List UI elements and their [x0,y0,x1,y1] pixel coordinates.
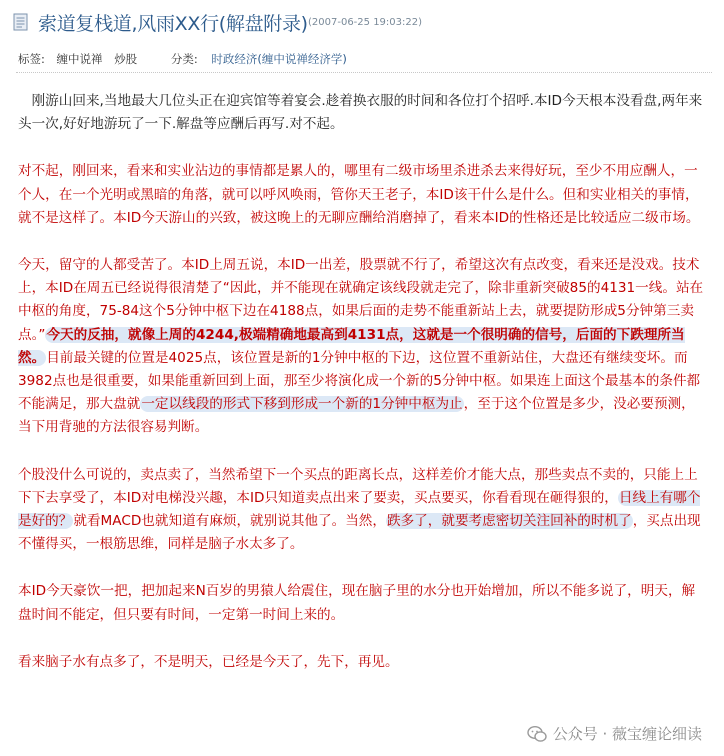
text-run: 今天，留守的人都受苦了。本ID上周五说，本ID一出差，股票就不行了，希望这次有点改变，看来还是没戏。技术上，本ID在周五已经说得很清楚了“因此，并不能现在就确定该线段就走完了，除非重新突破85的4131一线。站在中枢的角度，75-84这个5分钟中枢下边在4188点，如果后面的走势不能重新站上去，就要提防形成5分钟第三卖点。” [18,257,704,343]
paragraph: 看来脑子水有点多了，不是明天，已经是今天了，先下，再见。 [18,653,399,670]
text-run: ，至于这个位置是多少，没必要预测，当下用背驰的方法很容易判断。 [18,396,695,436]
tags-label: 标签: [18,52,45,66]
text-run: 就看MACD也就知道有麻烦，就别说其他了。当然， [73,513,386,530]
watermark-text: 公众号 · 薇宝缠论细读 [552,725,702,743]
document-icon [13,13,30,32]
text-run: ，买点出现不懂得买，一根筋思维，同样是脑子水太多了。 [18,513,701,553]
highlighted-text: 日线上有哪个是好的？ [18,489,701,530]
highlighted-text: 一定以线段的形式下移到形成一个新的1分钟中枢为止 [141,396,463,413]
paragraph: 对不起，刚回来，看来和实业沾边的事情都是累人的，哪里有二级市场里杀进杀去来得好玩，至少不用应酬人，一个人，在一个光明或黑暗的角落，就可以呼风唤雨，管你天王老子，本ID该干什么是什么。但和实业相关的事情，就不是这样了。本ID今天游山的兴致，被这晚上的无聊应酬给消磨掉了，看来本ID的性格还是比较适应二级市场。 [18,163,700,226]
tag-link[interactable]: 缠中说禅 [56,52,103,66]
tags-row [18,51,347,67]
watermark [527,723,702,744]
paragraph: 刚游山回来,当地最大几位头正在迎宾馆等着宴会.趁着换衣服的时间和各位打个招呼.本ID今天根本没看盘,两年来头一次,好好地游玩了一下.解盘等应酬后再写.对不起。 [18,93,703,133]
text-run: 目前最关键的位置是4025点，该位置是新的1分钟中枢的下边，这位置不重新站住，大盘还有继续变坏。而3982点也是很重要，如果能重新回到上面，那至少将演化成一个新的5分钟中枢。如果连上面这个最基本的条件都不能满足，那大盘就 [18,349,701,413]
paragraph [18,254,707,440]
paragraph: 本ID今天豪饮一把，把加起来N百岁的男猿人给震住，现在脑子里的水分也开始增加，所以不能多说了，明天，解盘时间不能定，但只要有时间，一定第一时间上来的。 [18,583,696,623]
post-header [0,0,724,44]
category-link[interactable]: 时政经济(缠中说禅经济学) [211,52,347,66]
post-title[interactable]: 索道复栈道,风雨XX行(解盘附录) [38,13,308,35]
paragraph [18,464,707,557]
category-label: 分类: [170,52,198,66]
post-body [18,90,707,674]
divider [16,72,712,73]
highlighted-text: 跌多了，就要考虑密切关注回补的时机了 [387,513,632,530]
wechat-icon [527,725,547,743]
post-date: (2007-06-25 19:03:22) [308,17,423,28]
text-run: 个股没什么可说的，卖点卖了，当然希望下一个买点的距离长点，这样差价才能大点，那些卖点不卖的，只能上上下下去享受了，本ID对电梯没兴趣，本ID只知道卖点出来了要卖，买点要买，你看看现在砸得狠的， [18,466,698,506]
tag-link[interactable]: 炒股 [114,52,138,66]
highlighted-text: 今天的反抽，就像上周的4244,极端精确地最高到4131点，这就是一个很明确的信号，后面的下跌理所当然。 [18,326,685,366]
